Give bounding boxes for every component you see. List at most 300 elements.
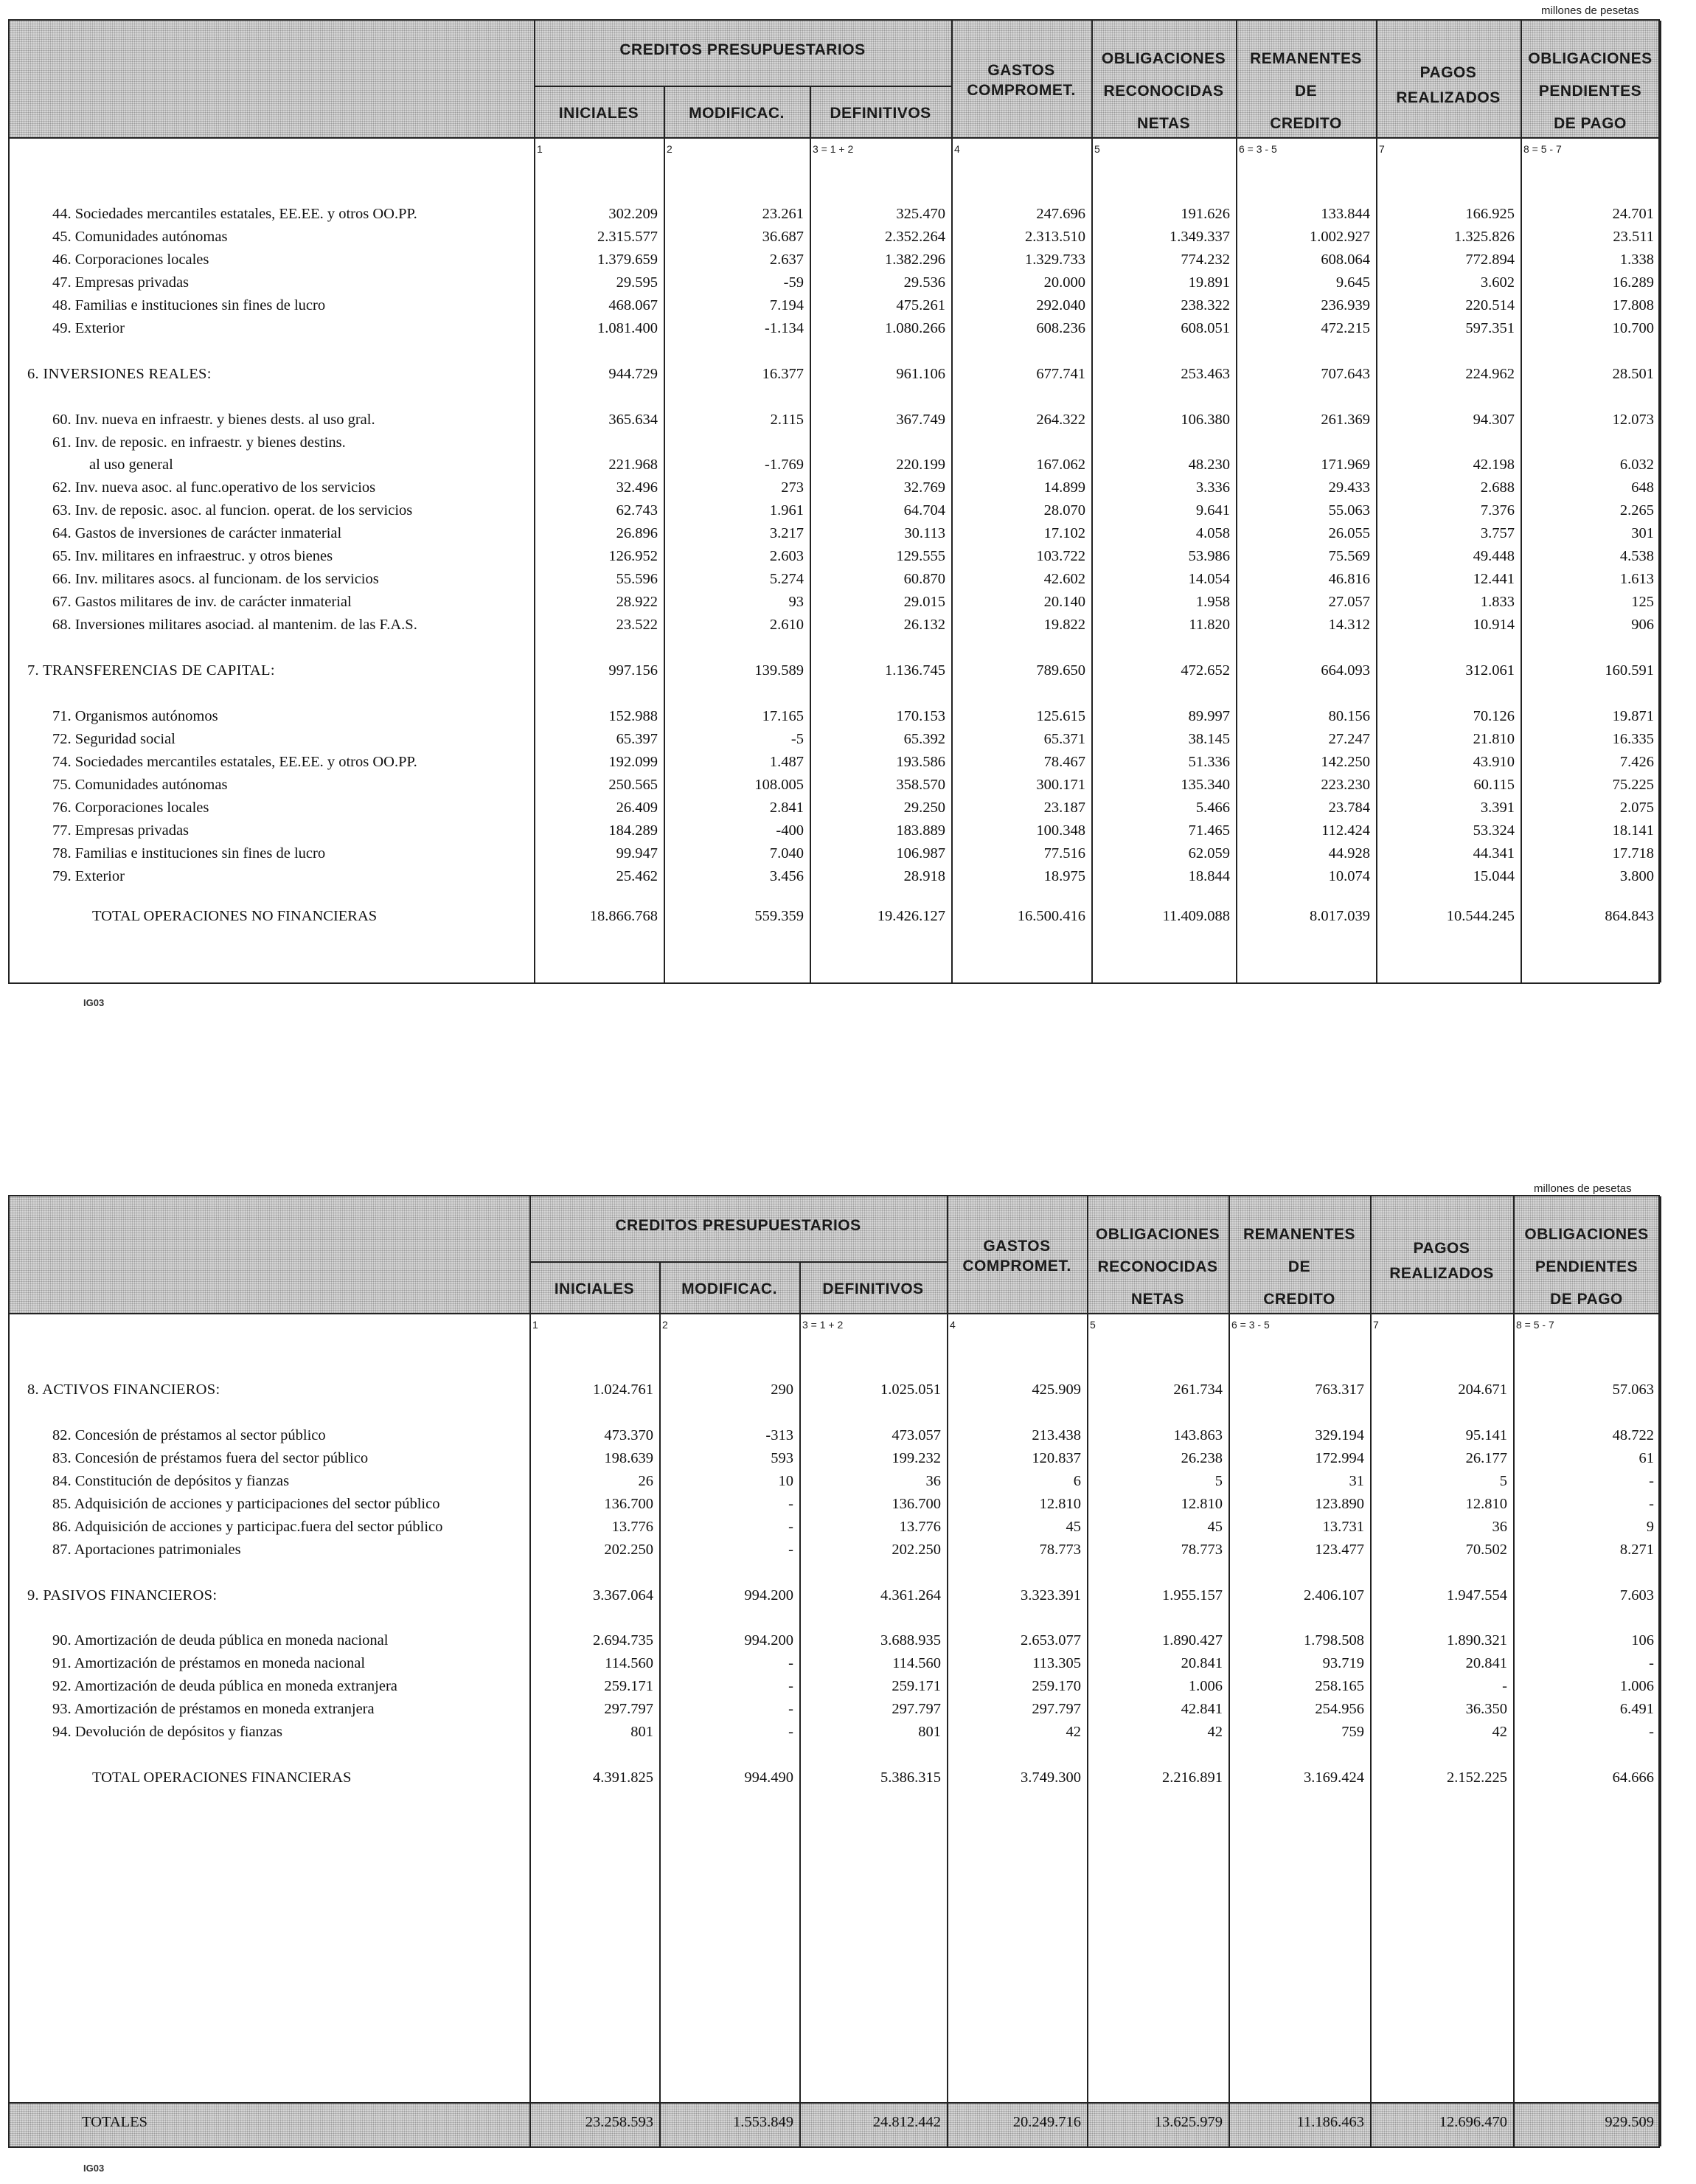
row-value: 112.424: [1321, 822, 1370, 839]
row-label: 65. Inv. militares en infraestruc. y otros bienes: [52, 548, 333, 564]
row-value: 27.057: [1328, 594, 1370, 610]
row-value: 62.743: [616, 502, 658, 519]
column-number: 3 = 1 + 2: [813, 143, 854, 155]
table-row: [10, 1632, 1658, 1654]
totals-value: 929.509: [1605, 2114, 1654, 2130]
row-value: 172.994: [1315, 1450, 1364, 1466]
table-row: [10, 1473, 1658, 1495]
row-value: 3.456: [769, 868, 804, 884]
row-value: 75.569: [1328, 548, 1370, 564]
row-value: 32.496: [616, 479, 658, 496]
row-label: 78. Familias e instituciones sin fines de lucro: [52, 845, 326, 862]
table-row: [10, 1724, 1658, 1746]
row-value: 2.841: [769, 800, 804, 816]
row-label: 75. Comunidades autónomas: [52, 777, 228, 793]
row-value: 9.641: [1195, 502, 1230, 519]
row-value: 944.729: [608, 366, 658, 382]
row-value: 220.199: [896, 457, 945, 473]
header-creditos: CREDITOS PRESUPUESTARIOS: [619, 41, 866, 58]
row-value: 94.307: [1473, 412, 1515, 428]
row-value: -: [1649, 1496, 1654, 1512]
row-value: 1.025.051: [880, 1382, 941, 1398]
row-value: -: [788, 1701, 793, 1717]
column-number: 1: [532, 1319, 538, 1331]
row-value: 1.798.508: [1304, 1632, 1364, 1649]
section-row: [10, 1382, 1658, 1404]
row-label: 60. Inv. nueva en infraestr. y bienes dests. al uso gral.: [52, 412, 375, 428]
table-row: [10, 229, 1658, 251]
row-value: 167.062: [1036, 457, 1085, 473]
row-value: 193.586: [896, 754, 945, 770]
row-value: 1.382.296: [885, 252, 945, 268]
row-value: 123.477: [1315, 1542, 1364, 1558]
row-value: 16.500.416: [1017, 908, 1085, 924]
row-value: 44.928: [1328, 845, 1370, 862]
budget-table-bottom: [8, 1195, 1660, 2148]
row-value: 223.230: [1321, 777, 1370, 793]
row-label: 61. Inv. de reposic. en infraestr. y bienes destins.: [52, 434, 346, 451]
row-value: 129.555: [896, 548, 945, 564]
row-value: 864.843: [1605, 908, 1654, 924]
row-value: 677.741: [1036, 366, 1085, 382]
row-value: 273: [781, 479, 804, 496]
row-value: 10.700: [1612, 320, 1654, 336]
row-value: 1.955.157: [1162, 1587, 1223, 1604]
row-value: 7.376: [1480, 502, 1515, 519]
row-value: 44.341: [1473, 845, 1515, 862]
table-row: [10, 571, 1658, 593]
row-value: 2.216.891: [1162, 1769, 1223, 1786]
row-value: 48.722: [1612, 1427, 1654, 1443]
row-label: 72. Seguridad social: [52, 731, 175, 747]
table-row: [10, 754, 1658, 776]
row-value: -: [788, 1519, 793, 1535]
row-value: 367.749: [896, 412, 945, 428]
row-value: 89.997: [1188, 708, 1230, 724]
row-value: 16.289: [1612, 274, 1654, 291]
row-value: 166.925: [1465, 206, 1515, 222]
footer-code-top: IG03: [83, 997, 105, 1008]
row-label: 84. Constitución de depósitos y fianzas: [52, 1473, 290, 1489]
row-value: 11.409.088: [1162, 908, 1230, 924]
row-label: al uso general: [89, 457, 173, 473]
row-label: 79. Exterior: [52, 868, 125, 884]
row-value: 10.914: [1473, 617, 1515, 633]
row-value: 26: [638, 1473, 653, 1489]
row-value: 475.261: [896, 297, 945, 313]
table-row: [10, 1542, 1658, 1564]
row-value: 46.816: [1328, 571, 1370, 587]
row-label: 67. Gastos militares de inv. de carácter inmaterial: [52, 594, 352, 610]
row-value: 198.639: [604, 1450, 653, 1466]
row-value: -1.769: [765, 457, 804, 473]
row-value: 51.336: [1188, 754, 1230, 770]
table-row: [10, 800, 1658, 822]
table-row: [10, 845, 1658, 867]
row-label: 47. Empresas privadas: [52, 274, 190, 291]
row-value: 772.894: [1465, 252, 1515, 268]
row-value: 6.032: [1619, 457, 1654, 473]
row-value: 7.426: [1619, 754, 1654, 770]
header-iniciales: INICIALES: [554, 1280, 635, 1297]
row-value: 17.165: [762, 708, 804, 724]
table-row: [10, 1678, 1658, 1700]
row-value: 608.051: [1181, 320, 1230, 336]
row-value: 789.650: [1036, 662, 1085, 679]
table-row: [10, 777, 1658, 799]
row-value: 5: [1499, 1473, 1507, 1489]
row-value: 994.200: [744, 1587, 793, 1604]
row-value: 113.305: [1032, 1655, 1081, 1671]
row-value: 21.810: [1473, 731, 1515, 747]
row-value: 16.377: [762, 366, 804, 382]
row-value: 1.613: [1619, 571, 1654, 587]
row-value: 906: [1631, 617, 1654, 633]
row-value: 238.322: [1181, 297, 1230, 313]
row-value: 49.448: [1473, 548, 1515, 564]
row-value: 42: [1492, 1724, 1507, 1740]
column-divider: [1660, 21, 1661, 982]
row-value: 12.810: [1465, 1496, 1507, 1512]
column-number: 8 = 5 - 7: [1523, 143, 1562, 155]
totals-value: 1.553.849: [733, 2114, 793, 2130]
table-row: [10, 822, 1658, 845]
row-value: 1.080.266: [885, 320, 945, 336]
row-value: 11.820: [1189, 617, 1230, 633]
row-value: 608.064: [1321, 252, 1370, 268]
row-label: 9. PASIVOS FINANCIEROS:: [27, 1587, 218, 1604]
row-value: 170.153: [896, 708, 945, 724]
header-modificac: MODIFICAC.: [689, 105, 785, 122]
row-value: -: [1649, 1473, 1654, 1489]
row-value: 95.141: [1465, 1427, 1507, 1443]
row-value: -: [788, 1724, 793, 1740]
row-value: 1.002.927: [1310, 229, 1370, 245]
row-value: 297.797: [604, 1701, 653, 1717]
row-value: -5: [790, 731, 804, 747]
row-value: 42.602: [1043, 571, 1085, 587]
column-number: 5: [1090, 1319, 1096, 1331]
row-label: TOTAL OPERACIONES NO FINANCIERAS: [92, 908, 378, 924]
row-value: 13.776: [611, 1519, 653, 1535]
table-row: [10, 708, 1658, 730]
row-value: 136.700: [892, 1496, 941, 1512]
row-value: 183.889: [896, 822, 945, 839]
row-value: 31: [1349, 1473, 1364, 1489]
row-value: 1.487: [769, 754, 804, 770]
header-pendientes: OBLIGACIONES PENDIENTES DE PAGO: [1528, 50, 1652, 132]
row-value: 20.841: [1465, 1655, 1507, 1671]
row-value: 801: [630, 1724, 653, 1740]
row-value: 38.145: [1188, 731, 1230, 747]
row-value: 10.544.245: [1446, 908, 1515, 924]
table-row: [10, 868, 1658, 890]
row-label: 68. Inversiones militares asociad. al mantenim. de las F.A.S.: [52, 617, 417, 633]
row-value: 13.731: [1322, 1519, 1364, 1535]
header-modificac: MODIFICAC.: [681, 1280, 777, 1297]
row-value: 2.603: [769, 548, 804, 564]
row-value: 425.909: [1032, 1382, 1081, 1398]
row-value: 20.140: [1043, 594, 1085, 610]
row-value: 24.701: [1612, 206, 1654, 222]
row-value: -400: [776, 822, 804, 839]
row-value: 26.055: [1328, 525, 1370, 541]
row-value: 27.247: [1328, 731, 1370, 747]
row-value: 250.565: [608, 777, 658, 793]
row-value: 301: [1631, 525, 1654, 541]
row-value: 60.870: [903, 571, 945, 587]
row-value: 28.922: [616, 594, 658, 610]
row-label: 94. Devolución de depósitos y fianzas: [52, 1724, 282, 1740]
row-value: 53.324: [1473, 822, 1515, 839]
row-label: 6. INVERSIONES REALES:: [27, 366, 212, 382]
row-value: 258.165: [1315, 1678, 1364, 1694]
column-number: 5: [1094, 143, 1100, 155]
row-value: 2.352.264: [885, 229, 945, 245]
row-value: 28.070: [1043, 502, 1085, 519]
row-label: 64. Gastos de inversiones de carácter inmaterial: [52, 525, 342, 541]
row-label: 85. Adquisición de acciones y participaciones del sector público: [52, 1496, 440, 1512]
table-row: [10, 617, 1658, 639]
section-row: [10, 366, 1658, 388]
row-value: 36: [1492, 1519, 1507, 1535]
row-value: 329.194: [1315, 1427, 1364, 1443]
total-row: [10, 908, 1658, 930]
row-value: 559.359: [754, 908, 804, 924]
row-value: 142.250: [1321, 754, 1370, 770]
row-value: 292.040: [1036, 297, 1085, 313]
row-value: 55.063: [1328, 502, 1370, 519]
row-value: 70.502: [1465, 1542, 1507, 1558]
header-definitivos: DEFINITIVOS: [830, 105, 931, 122]
row-value: 62.059: [1188, 845, 1230, 862]
row-value: 994.490: [744, 1769, 793, 1786]
table-row: [10, 1496, 1658, 1518]
row-value: 77.516: [1043, 845, 1085, 862]
row-value: 78.773: [1039, 1542, 1081, 1558]
row-value: 259.171: [604, 1678, 653, 1694]
row-label: 62. Inv. nueva asoc. al func.operativo de los servicios: [52, 479, 376, 496]
row-value: 23.784: [1328, 800, 1370, 816]
row-value: 57.063: [1612, 1382, 1654, 1398]
row-value: 123.890: [1315, 1496, 1364, 1512]
row-value: 365.634: [608, 412, 658, 428]
row-value: 2.637: [769, 252, 804, 268]
header-pagos: PAGOS REALIZADOS: [1389, 1240, 1494, 1282]
column-divider: [1660, 1196, 1661, 2146]
row-value: -: [788, 1496, 793, 1512]
row-value: 45: [1207, 1519, 1223, 1535]
row-value: 65.392: [903, 731, 945, 747]
row-value: 472.215: [1321, 320, 1370, 336]
row-value: 23.261: [762, 206, 804, 222]
row-value: 80.156: [1328, 708, 1370, 724]
row-value: 1.379.659: [597, 252, 658, 268]
row-label: 45. Comunidades autónomas: [52, 229, 228, 245]
row-value: 264.322: [1036, 412, 1085, 428]
row-value: 36.687: [762, 229, 804, 245]
row-value: 472.652: [1181, 662, 1230, 679]
table-row: [10, 1655, 1658, 1677]
row-value: 42.841: [1181, 1701, 1223, 1717]
row-value: 608.236: [1036, 320, 1085, 336]
row-value: 6.491: [1619, 1701, 1654, 1717]
row-value: -: [788, 1542, 793, 1558]
row-label: 63. Inv. de reposic. asoc. al funcion. operat. de los servicios: [52, 502, 413, 519]
row-label: 87. Aportaciones patrimoniales: [52, 1542, 241, 1558]
row-value: 36.350: [1465, 1701, 1507, 1717]
row-value: 259.171: [892, 1678, 941, 1694]
row-value: 1.006: [1619, 1678, 1654, 1694]
totals-row: [10, 2114, 1658, 2136]
row-value: 1.325.826: [1454, 229, 1515, 245]
row-value: 17.808: [1612, 297, 1654, 313]
row-value: 106.380: [1181, 412, 1230, 428]
row-value: 12.073: [1612, 412, 1654, 428]
row-value: 19.891: [1188, 274, 1230, 291]
column-number: 7: [1373, 1319, 1379, 1331]
column-number: 6 = 3 - 5: [1231, 1319, 1270, 1331]
row-value: 13.776: [899, 1519, 941, 1535]
row-value: 325.470: [896, 206, 945, 222]
row-value: 108.005: [754, 777, 804, 793]
row-value: 45: [1066, 1519, 1081, 1535]
row-value: 93.719: [1322, 1655, 1364, 1671]
row-value: 42.198: [1473, 457, 1515, 473]
totals-value: 11.186.463: [1296, 2114, 1364, 2130]
row-value: 43.910: [1473, 754, 1515, 770]
table-row: [10, 525, 1658, 547]
row-value: 1.338: [1619, 252, 1654, 268]
row-value: 23.187: [1043, 800, 1085, 816]
row-value: 1.890.321: [1447, 1632, 1507, 1649]
column-number: 4: [950, 1319, 956, 1331]
row-value: 14.054: [1188, 571, 1230, 587]
row-value: 12.441: [1473, 571, 1515, 587]
row-label: 66. Inv. militares asocs. al funcionam. de los servicios: [52, 571, 379, 587]
row-value: 1.947.554: [1447, 1587, 1507, 1604]
table-row: [10, 1519, 1658, 1541]
row-label: 8. ACTIVOS FINANCIEROS:: [27, 1382, 220, 1398]
row-value: 961.106: [896, 366, 945, 382]
row-value: 65.397: [616, 731, 658, 747]
row-value: 114.560: [605, 1655, 653, 1671]
row-value: 5: [1214, 1473, 1223, 1489]
row-value: 5.274: [769, 571, 804, 587]
row-label: 82. Concesión de préstamos al sector público: [52, 1427, 326, 1443]
row-value: 126.952: [608, 548, 658, 564]
row-value: 29.015: [903, 594, 945, 610]
row-value: 29.250: [903, 800, 945, 816]
row-value: 36: [925, 1473, 941, 1489]
row-value: 192.099: [608, 754, 658, 770]
row-value: 1.329.733: [1025, 252, 1085, 268]
header-iniciales: INICIALES: [558, 105, 639, 122]
row-value: 14.312: [1328, 617, 1370, 633]
row-value: 32.769: [903, 479, 945, 496]
row-value: 26.896: [616, 525, 658, 541]
row-value: 236.939: [1321, 297, 1370, 313]
row-value: 1.958: [1195, 594, 1230, 610]
row-value: 106: [1631, 1632, 1654, 1649]
row-value: 5.386.315: [880, 1769, 941, 1786]
header-pendientes: OBLIGACIONES PENDIENTES DE PAGO: [1524, 1226, 1649, 1308]
row-value: 3.217: [769, 525, 804, 541]
row-label: TOTAL OPERACIONES FINANCIERAS: [92, 1769, 352, 1786]
row-value: 290: [771, 1382, 793, 1398]
row-value: 3.757: [1480, 525, 1515, 541]
row-value: 15.044: [1473, 868, 1515, 884]
row-value: 199.232: [892, 1450, 941, 1466]
column-number: 8 = 5 - 7: [1516, 1319, 1554, 1331]
row-value: 1.890.427: [1162, 1632, 1223, 1649]
row-value: 71.465: [1188, 822, 1230, 839]
table-row: [10, 412, 1658, 434]
row-value: 28.918: [903, 868, 945, 884]
totals-value: 24.812.442: [872, 2114, 941, 2130]
row-value: 29.536: [903, 274, 945, 291]
row-value: 253.463: [1181, 366, 1230, 382]
column-number: 6 = 3 - 5: [1239, 143, 1277, 155]
row-value: 25.462: [616, 868, 658, 884]
table-row: [10, 1701, 1658, 1723]
row-value: 99.947: [616, 845, 658, 862]
row-value: 3.749.300: [1021, 1769, 1081, 1786]
row-value: 26.409: [616, 800, 658, 816]
row-value: 19.871: [1612, 708, 1654, 724]
row-value: 106.987: [896, 845, 945, 862]
row-value: 70.126: [1473, 708, 1515, 724]
row-label: 76. Corporaciones locales: [52, 800, 209, 816]
row-value: 3.800: [1619, 868, 1654, 884]
row-value: 664.093: [1321, 662, 1370, 679]
row-value: 312.061: [1465, 662, 1515, 679]
header-remanentes: REMANENTES DE CREDITO: [1249, 50, 1362, 132]
row-value: 64.666: [1612, 1769, 1654, 1786]
row-value: 16.335: [1612, 731, 1654, 747]
table-row: [10, 274, 1658, 297]
row-value: -313: [765, 1427, 793, 1443]
table-row: [10, 434, 1658, 457]
column-number: 2: [662, 1319, 668, 1331]
column-number: 3 = 1 + 2: [802, 1319, 844, 1331]
row-value: 139.589: [754, 662, 804, 679]
section-row: [10, 1587, 1658, 1609]
row-label: 44. Sociedades mercantiles estatales, EE.EE. y otros OO.PP.: [52, 206, 417, 222]
row-value: 26.177: [1465, 1450, 1507, 1466]
row-value: 65.371: [1043, 731, 1085, 747]
row-value: 254.956: [1315, 1701, 1364, 1717]
table-row: [10, 502, 1658, 524]
row-value: 3.323.391: [1021, 1587, 1081, 1604]
totals-value: 23.258.593: [585, 2114, 653, 2130]
row-value: 2.265: [1619, 502, 1654, 519]
row-value: 1.024.761: [593, 1382, 653, 1398]
row-value: 1.081.400: [597, 320, 658, 336]
row-value: 4.538: [1619, 548, 1654, 564]
row-label: 86. Adquisición de acciones y participac.fuera del sector público: [52, 1519, 443, 1535]
row-value: 597.351: [1465, 320, 1515, 336]
row-value: 468.067: [608, 297, 658, 313]
row-value: 64.704: [903, 502, 945, 519]
row-value: 18.975: [1043, 868, 1085, 884]
row-value: 247.696: [1036, 206, 1085, 222]
row-value: 160.591: [1605, 662, 1654, 679]
row-value: 29.595: [616, 274, 658, 291]
table-row: [10, 297, 1658, 319]
row-value: 2.313.510: [1025, 229, 1085, 245]
row-value: 17.102: [1043, 525, 1085, 541]
